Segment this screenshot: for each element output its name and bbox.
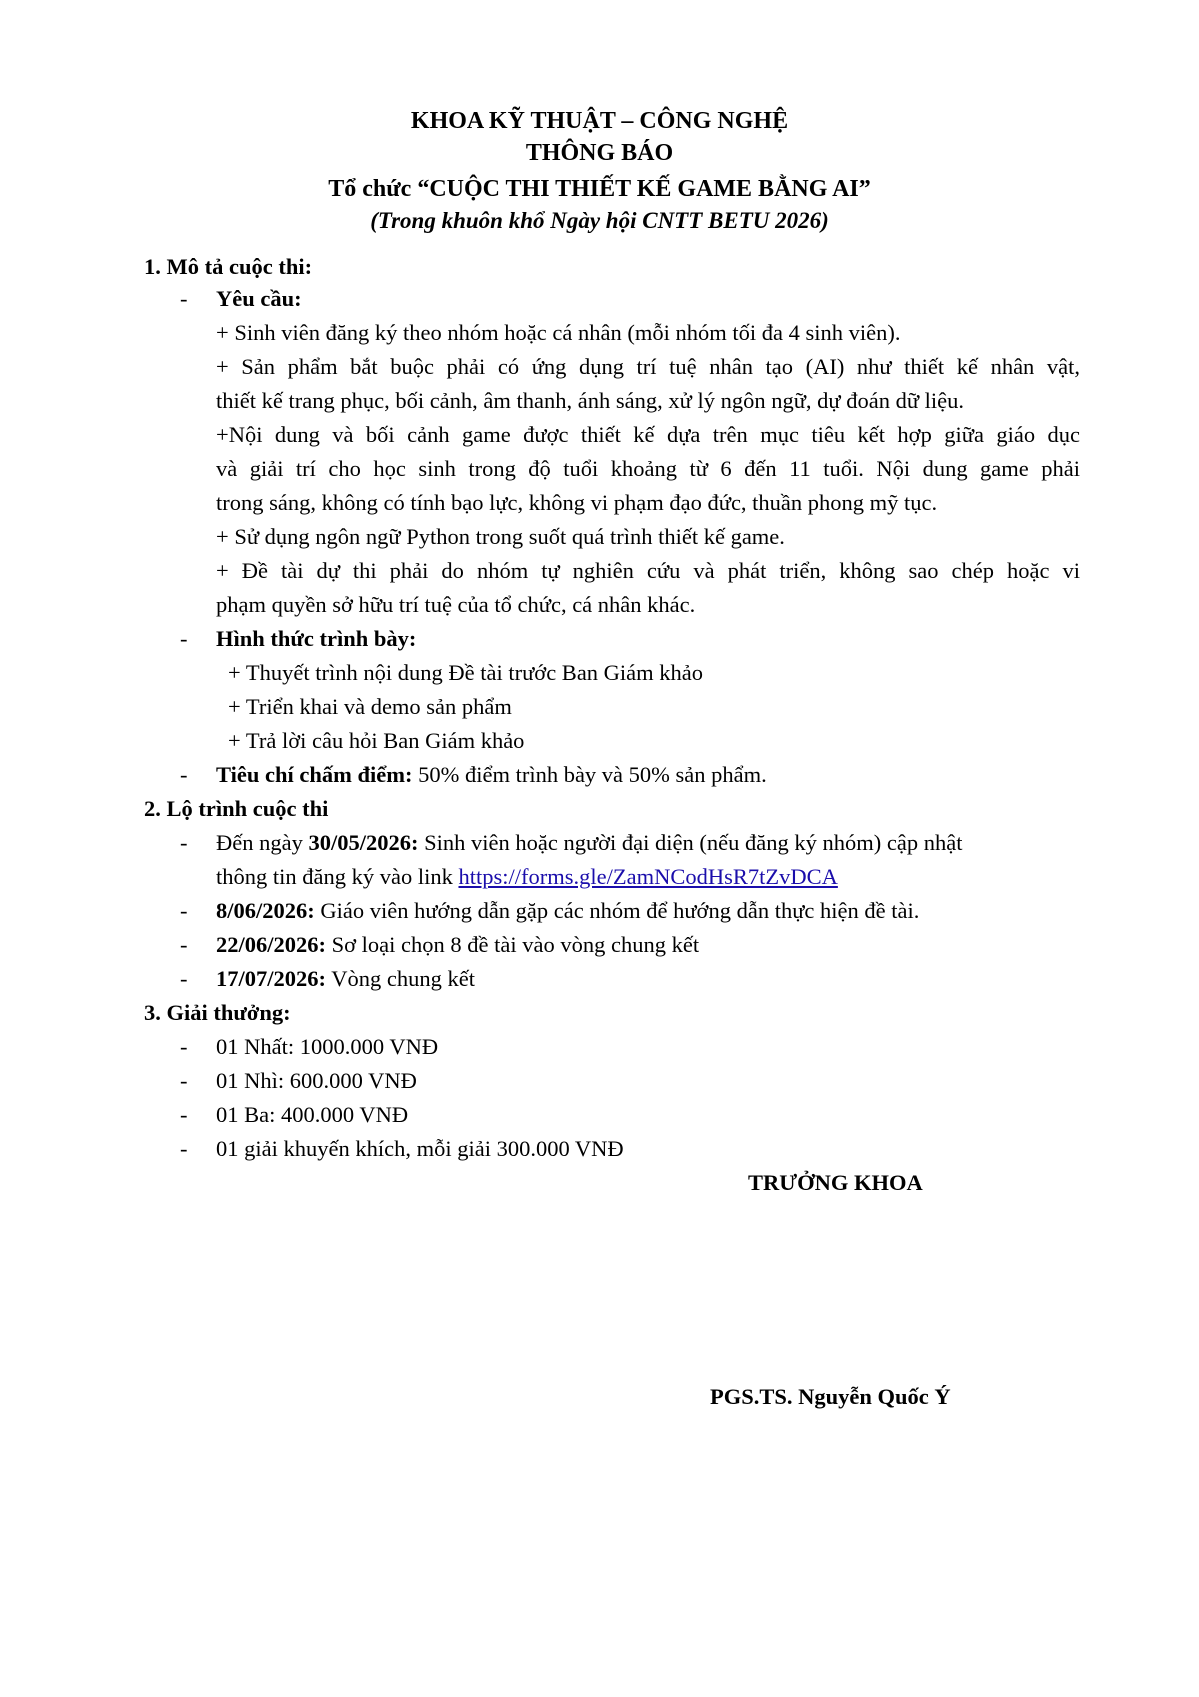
requirement-line: + Sản phẩm bắt buộc phải có ứng dụng trí tuệ nhân tạo (AI) như thiết kế nhân vật, [216,354,1080,379]
timeline-text: Giáo viên hướng dẫn gặp các nhóm để hướng dẫn thực hiện đề tài. [314,898,920,923]
prize-item: 01 giải khuyến khích, mỗi giải 300.000 VNĐ [216,1136,624,1161]
signature-name: PGS.TS. Nguyễn Quốc Ý [710,1384,951,1409]
bullet-dash: - [180,932,188,957]
bullet-dash: - [180,1102,188,1127]
bullet-dash: - [180,898,188,923]
timeline-text: thông tin đăng ký vào link [216,864,459,889]
requirement-line: phạm quyền sở hữu trí tuệ của tổ chức, cá nhân khác. [216,592,696,617]
timeline-date: 8/06/2026: [216,898,315,923]
bullet-dash: - [180,830,188,855]
timeline-date: 30/05/2026: [308,830,419,855]
registration-link[interactable]: https://forms.gle/ZamNCodHsR7tZvDCA [458,864,838,889]
requirement-line: +Nội dung và bối cảnh game được thiết kế dựa trên mục tiêu kết hợp giữa giáo dục [216,422,1080,447]
criteria-line [216,760,767,790]
requirement-line: + Sử dụng ngôn ngữ Python trong suốt quá trình thiết kế game. [216,524,785,549]
document-subtitle: (Trong khuôn khổ Ngày hội CNTT BETU 2026) [370,208,829,233]
bullet-dash: - [180,1068,188,1093]
section-2-heading: 2. Lộ trình cuộc thi [144,796,329,821]
bullet-dash: - [180,966,188,991]
criteria-text: 50% điểm trình bày và 50% sản phẩm. [412,762,767,787]
document-type: THÔNG BÁO [525,140,674,166]
timeline-text: Sơ loại chọn 8 đề tài vào vòng chung kết [326,932,700,957]
section-3-heading: 3. Giải thưởng: [144,1000,291,1025]
timeline-date: 22/06/2026: [216,932,326,957]
timeline-date: 17/07/2026: [216,966,326,991]
requirement-line: + Sinh viên đăng ký theo nhóm hoặc cá nhân (mỗi nhóm tối đa 4 sinh viên). [216,320,901,345]
prize-item: 01 Nhì: 600.000 VNĐ [216,1068,417,1093]
criteria-label: Tiêu chí chấm điểm: [216,762,413,787]
requirement-line: trong sáng, không có tính bạo lực, không vi phạm đạo đức, thuần phong mỹ tục. [216,490,938,515]
faculty-name: KHOA KỸ THUẬT – CÔNG NGHỆ [410,108,789,134]
bullet-dash: - [180,1034,188,1059]
bullet-dash: - [180,286,188,311]
presentation-line: + Thuyết trình nội dung Đề tài trước Ban Giám khảo [228,660,704,685]
timeline-item [216,930,699,960]
timeline-item [216,828,962,858]
timeline-text: Vòng chung kết [326,966,475,991]
presentation-line: + Triển khai và demo sản phẩm [228,694,512,719]
section-1-heading: 1. Mô tả cuộc thi: [144,254,313,279]
prize-item: 01 Ba: 400.000 VNĐ [216,1102,409,1127]
timeline-item [216,964,475,994]
signature-role: TRƯỞNG KHOA [748,1170,923,1195]
requirement-line: và giải trí cho học sinh trong độ tuổi khoảng từ 6 đến 11 tuổi. Nội dung game phải [216,456,1080,481]
timeline-item [216,896,919,926]
requirement-line: + Đề tài dự thi phải do nhóm tự nghiên cứu và phát triển, không sao chép hoặc vi [216,558,1080,583]
prize-item: 01 Nhất: 1000.000 VNĐ [216,1034,439,1059]
document-title: Tổ chức “CUỘC THI THIẾT KẾ GAME BẰNG AI” [328,176,871,202]
timeline-text: Sinh viên hoặc người đại diện (nếu đăng ký nhóm) cập nhật [418,830,963,855]
requirements-label: Yêu cầu: [216,286,302,311]
bullet-dash: - [180,762,188,787]
bullet-dash: - [180,626,188,651]
requirement-line: thiết kế trang phục, bối cảnh, âm thanh, ánh sáng, xử lý ngôn ngữ, dự đoán dữ liệu. [216,388,965,413]
timeline-item-line2 [216,862,838,892]
timeline-prefix: Đến ngày [216,830,309,855]
presentation-label: Hình thức trình bày: [216,626,417,651]
bullet-dash: - [180,1136,188,1161]
presentation-line: + Trả lời câu hỏi Ban Giám khảo [228,728,525,753]
